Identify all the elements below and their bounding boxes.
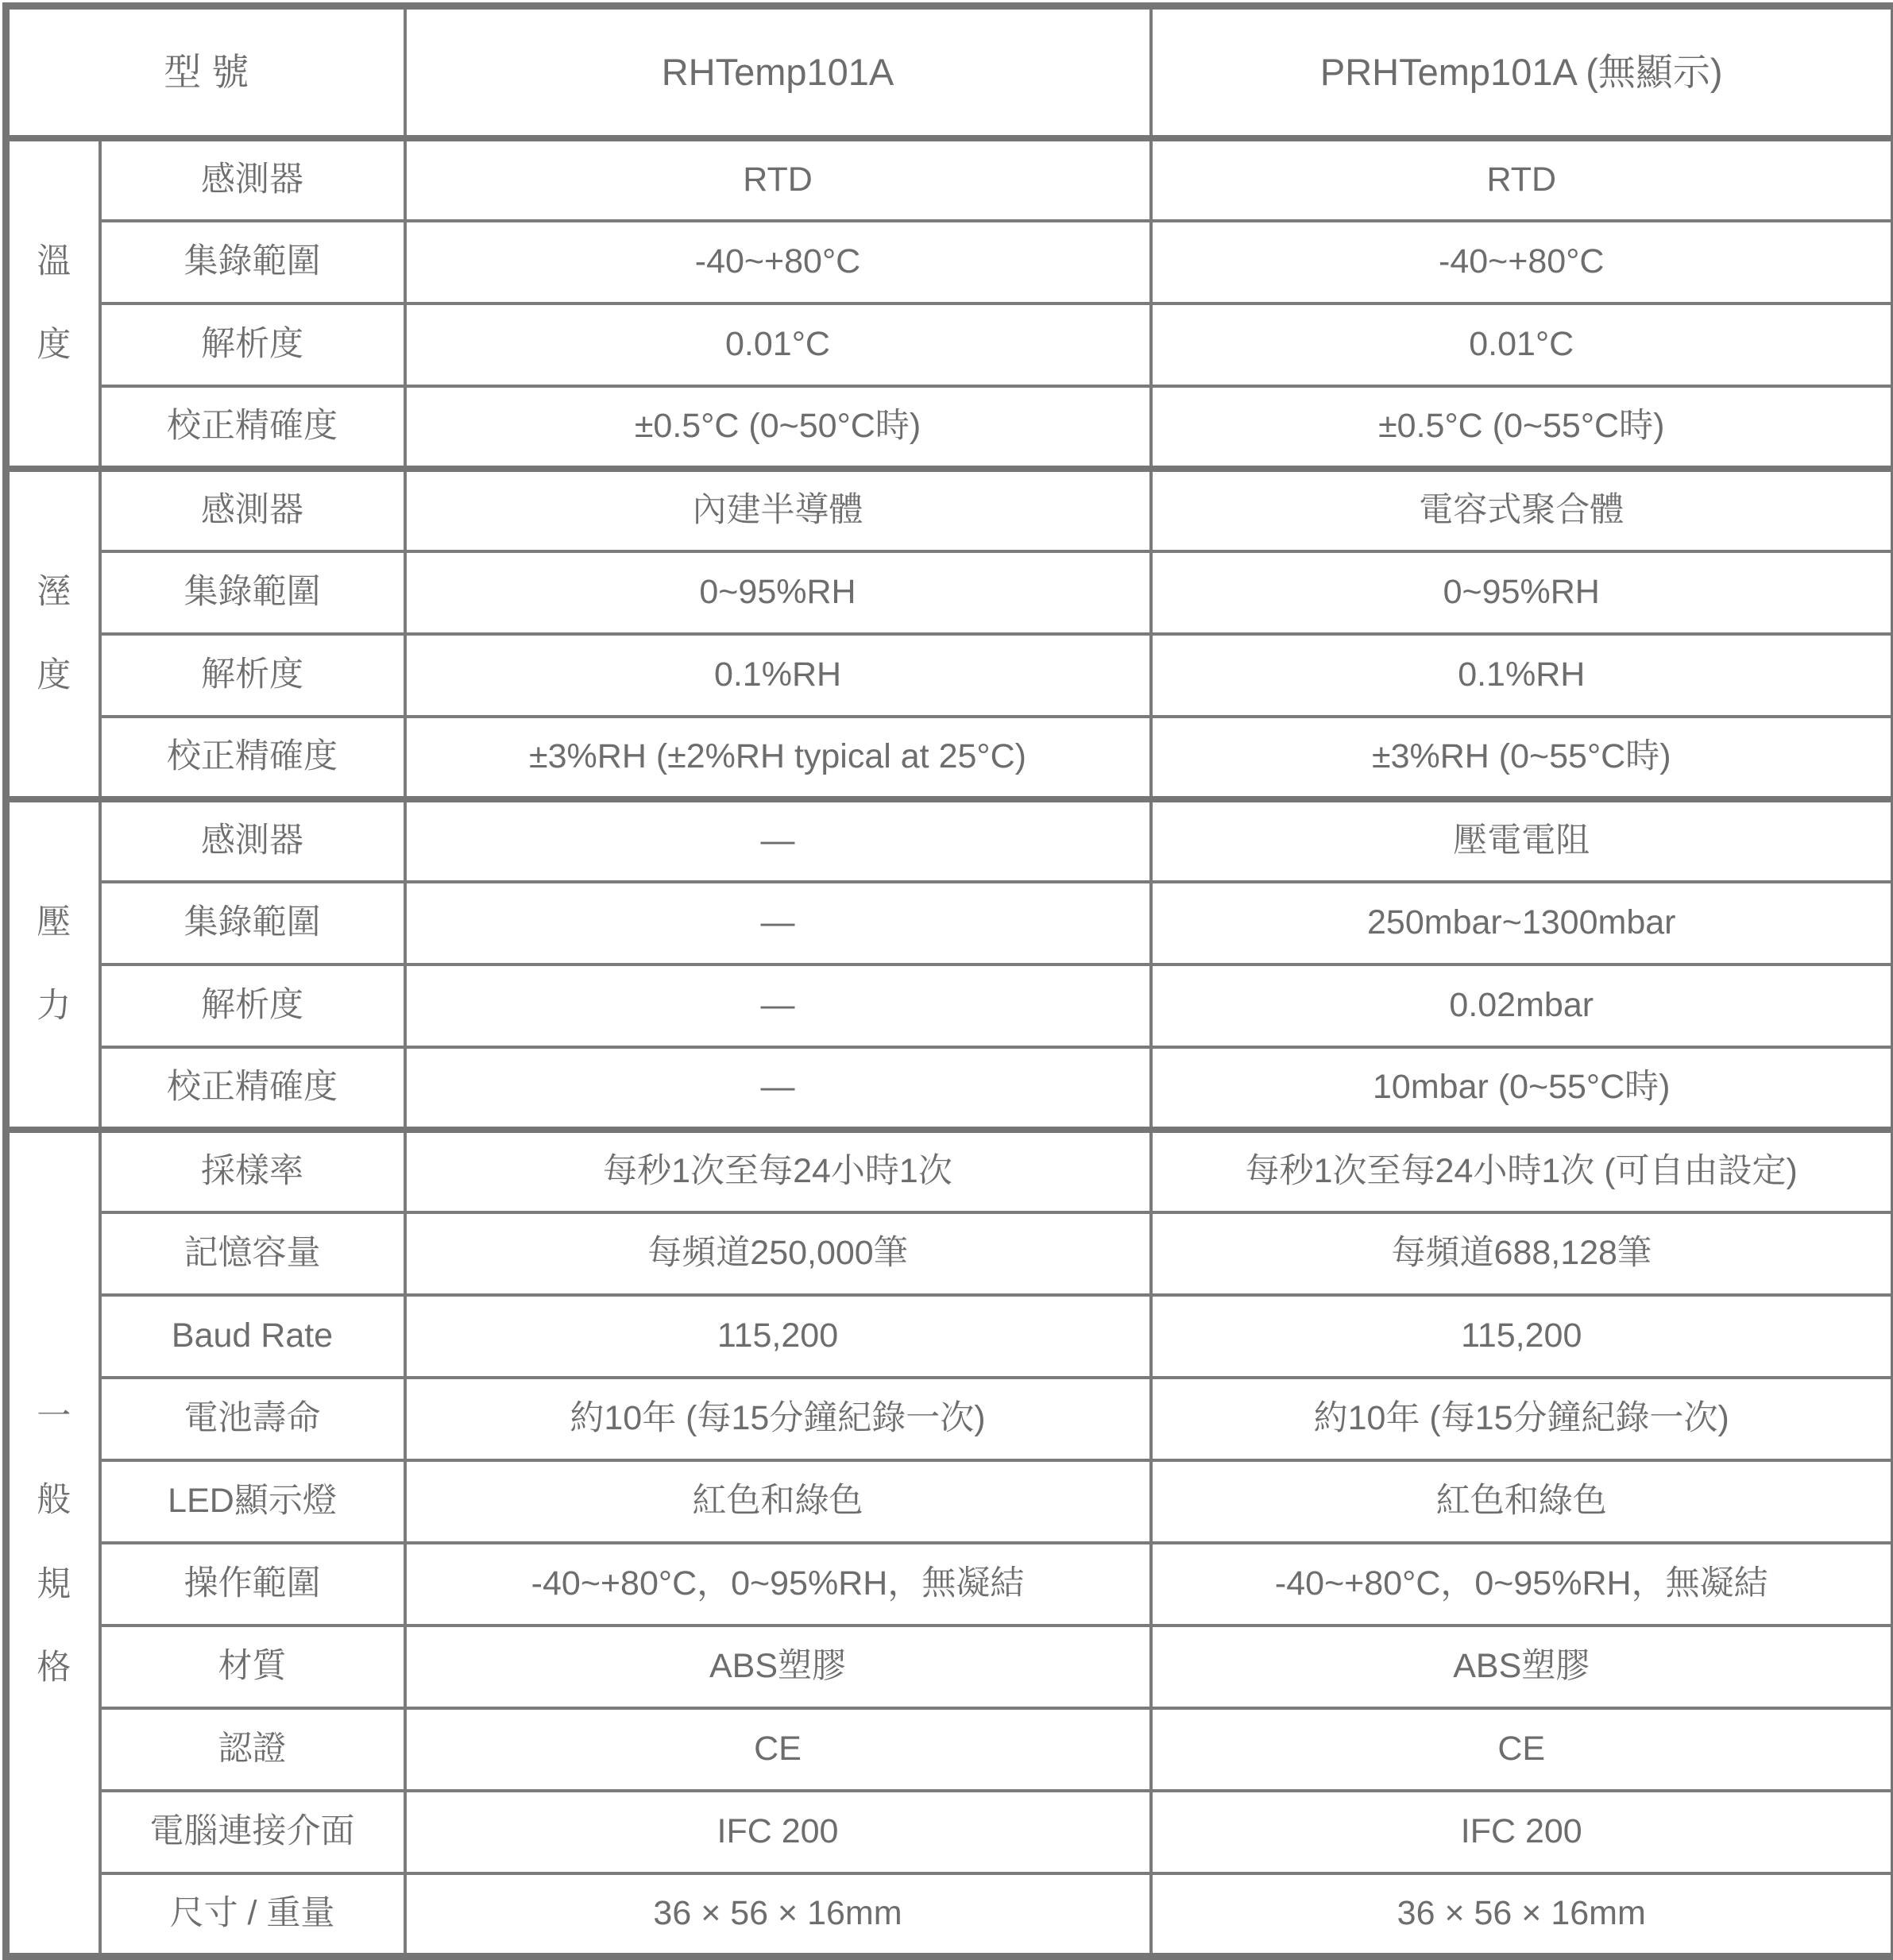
spec-value-prhtemp101a: 0~95%RH [1151,551,1893,634]
spec-value-prhtemp101a: -40~+80°C [1151,221,1893,303]
spec-value-rhtemp101a: — [405,1047,1151,1130]
spec-label: 集錄範圍 [100,551,405,634]
spec-label: 感測器 [100,469,405,551]
spec-row-general-6 [6,1626,1893,1708]
spec-row-general-7 [6,1708,1893,1791]
spec-value-rhtemp101a: 115,200 [405,1295,1151,1378]
spec-value-rhtemp101a: — [405,799,1151,882]
spec-value-rhtemp101a: 紅色和綠色 [405,1460,1151,1543]
spec-value-prhtemp101a: ABS塑膠 [1151,1626,1893,1708]
group-label-char: 般 [17,1459,91,1542]
spec-label: 採樣率 [100,1130,405,1212]
spec-value-prhtemp101a: 36 × 56 × 16mm [1151,1873,1893,1956]
spec-label: 集錄範圍 [100,221,405,303]
spec-value-rhtemp101a: ABS塑膠 [405,1626,1151,1708]
spec-value-rhtemp101a: -40~+80°C，0~95%RH，無凝結 [405,1543,1151,1626]
spec-row-general-4 [6,1460,1893,1543]
spec-value-rhtemp101a: -40~+80°C [405,221,1151,303]
spec-label: LED顯示燈 [100,1460,405,1543]
spec-value-prhtemp101a: 0.1%RH [1151,634,1893,717]
spec-value-prhtemp101a: 紅色和綠色 [1151,1460,1893,1543]
spec-label: 電腦連接介面 [100,1791,405,1873]
spec-value-prhtemp101a: 10mbar (0~55°C時) [1151,1047,1893,1130]
spec-value-prhtemp101a: -40~+80°C，0~95%RH，無凝結 [1151,1543,1893,1626]
group-label-char: 格 [17,1626,91,1710]
spec-value-prhtemp101a: IFC 200 [1151,1791,1893,1873]
spec-label: 材質 [100,1626,405,1708]
spec-row-general-2 [6,1295,1893,1378]
spec-value-rhtemp101a: 每頻道250,000筆 [405,1212,1151,1295]
group-label-char: 度 [17,303,91,387]
spec-value-prhtemp101a: 0.02mbar [1151,965,1893,1047]
spec-row-temperature-2 [6,303,1893,386]
spec-label: 集錄範圍 [100,882,405,965]
spec-row-pressure-1 [6,882,1893,965]
spec-value-prhtemp101a: 115,200 [1151,1295,1893,1378]
spec-value-prhtemp101a: ±3%RH (0~55°C時) [1151,717,1893,799]
group-label-general [6,1130,100,1956]
model-number-label: 型 號 [6,6,405,139]
header-row [6,6,1893,139]
spec-row-humidity-0 [6,469,1893,551]
spec-row-temperature-0 [6,138,1893,221]
spec-value-rhtemp101a: 0.01°C [405,303,1151,386]
spec-label: 解析度 [100,303,405,386]
product-column-rhtemp101a: RHTemp101A [405,6,1151,139]
spec-label: 校正精確度 [100,1047,405,1130]
spec-value-rhtemp101a: 內建半導體 [405,469,1151,551]
spec-label: 認證 [100,1708,405,1791]
spec-label: 感測器 [100,799,405,882]
spec-row-general-3 [6,1378,1893,1460]
group-label-pressure [6,799,100,1130]
spec-value-prhtemp101a: 250mbar~1300mbar [1151,882,1893,965]
group-label-char: 力 [17,965,91,1048]
spec-value-rhtemp101a: 0~95%RH [405,551,1151,634]
group-label-char: 壓 [17,881,91,965]
spec-row-humidity-3 [6,717,1893,799]
spec-row-humidity-1 [6,551,1893,634]
spec-row-general-8 [6,1791,1893,1873]
spec-value-prhtemp101a: RTD [1151,138,1893,221]
group-label-char: 溼 [17,551,91,634]
spec-row-temperature-1 [6,221,1893,303]
spec-label: 解析度 [100,634,405,717]
spec-value-rhtemp101a: CE [405,1708,1151,1791]
spec-row-general-9 [6,1873,1893,1956]
spec-row-pressure-3 [6,1047,1893,1130]
group-label-char: 度 [17,634,91,717]
product-column-prhtemp101a: PRHTemp101A (無顯示) [1151,6,1893,139]
spec-row-general-0 [6,1130,1893,1212]
spec-label: 電池壽命 [100,1378,405,1460]
spec-value-rhtemp101a: — [405,882,1151,965]
spec-label: Baud Rate [100,1295,405,1378]
spec-value-rhtemp101a: 0.1%RH [405,634,1151,717]
spec-table [2,2,1893,1960]
spec-row-pressure-2 [6,965,1893,1047]
spec-label: 記憶容量 [100,1212,405,1295]
spec-value-prhtemp101a: 電容式聚合體 [1151,469,1893,551]
group-label-char: 溫 [17,220,91,303]
spec-row-temperature-3 [6,386,1893,469]
spec-row-general-1 [6,1212,1893,1295]
spec-value-rhtemp101a: 約10年 (每15分鐘紀錄一次) [405,1378,1151,1460]
spec-value-prhtemp101a: ±0.5°C (0~55°C時) [1151,386,1893,469]
spec-value-prhtemp101a: 0.01°C [1151,303,1893,386]
spec-value-rhtemp101a: 36 × 56 × 16mm [405,1873,1151,1956]
group-label-temperature [6,138,100,469]
spec-value-rhtemp101a: ±3%RH (±2%RH typical at 25°C) [405,717,1151,799]
spec-row-pressure-0 [6,799,1893,882]
spec-value-rhtemp101a: — [405,965,1151,1047]
spec-label: 校正精確度 [100,717,405,799]
group-label-char: 規 [17,1543,91,1626]
spec-row-humidity-2 [6,634,1893,717]
spec-value-rhtemp101a: IFC 200 [405,1791,1151,1873]
spec-label: 解析度 [100,965,405,1047]
group-label-char: 一 [17,1375,91,1459]
spec-value-prhtemp101a: CE [1151,1708,1893,1791]
spec-value-prhtemp101a: 壓電電阻 [1151,799,1893,882]
spec-value-prhtemp101a: 約10年 (每15分鐘紀錄一次) [1151,1378,1893,1460]
spec-value-rhtemp101a: ±0.5°C (0~50°C時) [405,386,1151,469]
spec-label: 尺寸 / 重量 [100,1873,405,1956]
spec-value-rhtemp101a: RTD [405,138,1151,221]
spec-label: 操作範圍 [100,1543,405,1626]
spec-label: 感測器 [100,138,405,221]
spec-value-prhtemp101a: 每頻道688,128筆 [1151,1212,1893,1295]
group-label-humidity [6,469,100,799]
spec-value-rhtemp101a: 每秒1次至每24小時1次 [405,1130,1151,1212]
spec-row-general-5 [6,1543,1893,1626]
spec-value-prhtemp101a: 每秒1次至每24小時1次 (可自由設定) [1151,1130,1893,1212]
spec-table-rows [6,6,1893,1957]
spec-label: 校正精確度 [100,386,405,469]
